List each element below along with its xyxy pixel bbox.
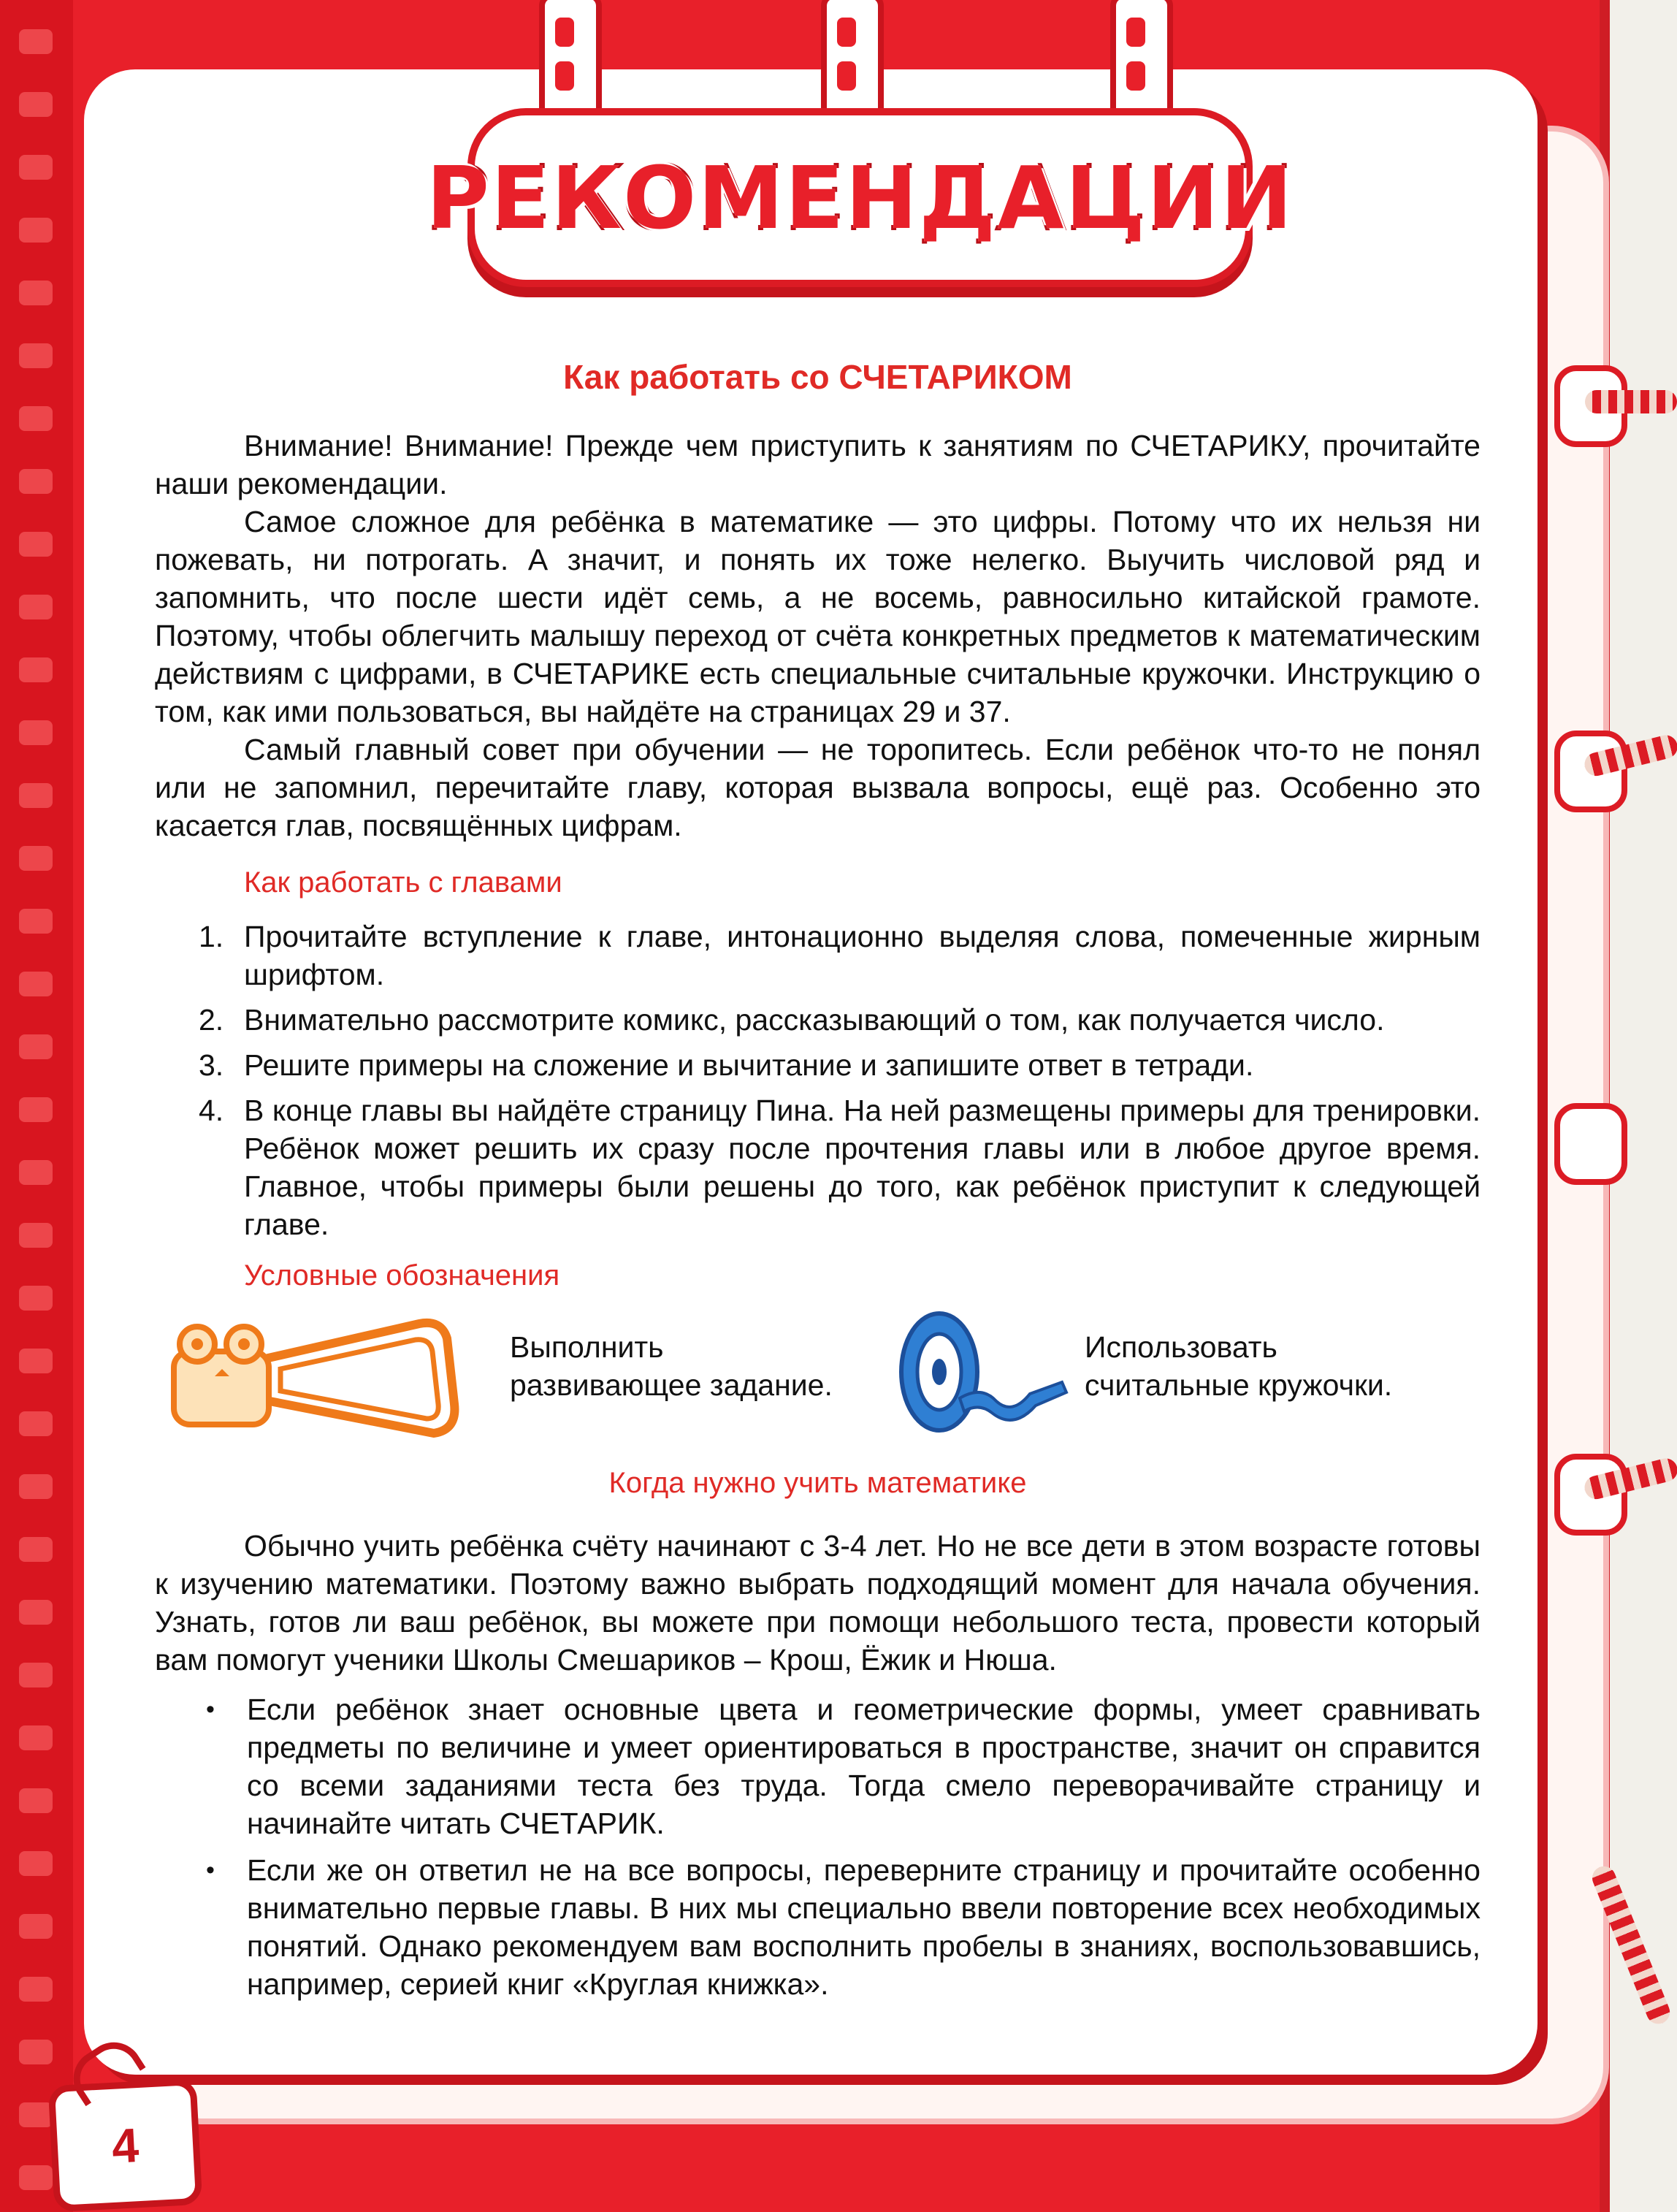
film-hole	[19, 783, 53, 808]
legend	[155, 1303, 1481, 1449]
film-hole	[19, 1788, 53, 1813]
film-hole	[19, 1034, 53, 1059]
step-text: Внимательно рассмотрите комикс, рассказывающий о том, как получается число.	[244, 1003, 1385, 1037]
film-hole	[19, 1851, 53, 1876]
legend-heading: Условные обозначения	[244, 1259, 560, 1292]
film-hole	[19, 1349, 53, 1373]
page-number-tab	[48, 2078, 203, 2212]
film-hole	[19, 155, 53, 180]
page-number: 4	[110, 2117, 140, 2173]
film-hole	[19, 2040, 53, 2064]
film-hole	[19, 1663, 53, 1687]
side-tab-bar-1	[1585, 390, 1677, 413]
side-tab-3	[1554, 1103, 1627, 1185]
film-hole	[19, 406, 53, 431]
film-hole	[19, 532, 53, 557]
bullet-text: Если же он ответил не на все вопросы, переверните страницу и прочитайте особенно внимательно первые главы. В них мы специально ввели повторение всех необходимых понятий. Однако рекомендуем вам восполнить пробелы в знаниях, воспользовавшись, например, серией книг «Круглая книжка».	[247, 1853, 1481, 2001]
steps-list	[155, 918, 1481, 1243]
list-item	[199, 918, 1481, 994]
title-plate	[426, 108, 1294, 287]
step-text: Решите примеры на сложение и вычитание и запишите ответ в тетради.	[244, 1048, 1254, 1082]
step-number: 1.	[199, 920, 224, 953]
binder-ring-right	[1110, 0, 1173, 121]
film-hole	[19, 1286, 53, 1311]
film-hole	[19, 1725, 53, 1750]
film-hole	[19, 2102, 53, 2127]
main-content	[155, 358, 1481, 2012]
when-heading: Когда нужно учить математике	[608, 1467, 1027, 1499]
film-hole	[19, 281, 53, 305]
film-hole	[19, 1474, 53, 1499]
conditions-list	[155, 1690, 1481, 2003]
film-hole	[19, 1600, 53, 1625]
film-hole	[19, 1097, 53, 1122]
left-film-strip	[0, 0, 73, 2212]
film-hole	[19, 1914, 53, 1939]
main-heading: Как работать со СЧЕТАРИКОМ	[563, 358, 1072, 396]
when-paragraph: Обычно учить ребёнка счёту начинают с 3-4 лет. Но не все дети в этом возрасте готовы к изучению математики. Поэтому важно выбрать подходящий момент для начала обучения. Узнать, готов ли ваш ребёнок, вы можете при помощи небольшого теста, провести который вам помогут ученики Школы Смешариков – Крош, Ёжик и Нюша.	[155, 1529, 1481, 1677]
legend-item-1-line-2: развивающее задание.	[510, 1368, 833, 1402]
film-hole	[19, 909, 53, 934]
list-item	[199, 1001, 1481, 1039]
page-title: РЕКОМЕНДАЦИИ	[426, 147, 1294, 248]
legend-item-2-line-1: Использовать	[1085, 1330, 1277, 1364]
film-hole	[19, 1160, 53, 1185]
film-hole	[19, 846, 53, 871]
step-number: 3.	[199, 1048, 224, 1082]
film-hole	[19, 92, 53, 117]
film-hole	[19, 29, 53, 54]
legend-item-1-line-1: Выполнить	[510, 1330, 664, 1364]
intro-paragraph-1: Внимание! Внимание! Прежде чем приступить к занятиям по СЧЕТАРИКУ, прочитайте наши рекомендации.	[155, 429, 1481, 500]
step-text: Прочитайте вступление к главе, интонационно выделяя слова, помеченные жирным шрифтом.	[244, 920, 1481, 991]
film-hole	[19, 1537, 53, 1562]
film-reel-icon	[894, 1306, 1069, 1438]
film-hole	[19, 720, 53, 745]
film-hole	[19, 469, 53, 494]
film-hole	[19, 343, 53, 368]
binder-ring-left	[539, 0, 602, 121]
film-hole	[19, 657, 53, 682]
film-hole	[19, 595, 53, 619]
step-text: В конце главы вы найдёте страницу Пина. На ней размещены примеры для тренировки. Ребёнок может решить их сразу после прочтения главы или в любое другое время. Главное, чтобы примеры были решены до того, как ребёнок приступит к следующей главе.	[244, 1094, 1481, 1241]
step-number: 4.	[199, 1094, 224, 1127]
step-number: 2.	[199, 1003, 224, 1037]
chapters-heading: Как работать с главами	[244, 866, 562, 899]
film-hole	[19, 2165, 53, 2190]
bullet-symbol: •	[206, 1856, 215, 1884]
list-item	[199, 1091, 1481, 1243]
film-hole	[19, 218, 53, 243]
list-item	[206, 1690, 1481, 1842]
bullet-text: Если ребёнок знает основные цвета и геометрические формы, умеет сравнивать предметы по величине и умеет ориентироваться в пространстве, значит он справится со всеми заданиями теста без труда. Тогда смело переворачивайте страницу и начинайте читать СЧЕТАРИК.	[247, 1693, 1481, 1840]
film-hole	[19, 1411, 53, 1436]
legend-item-2-line-2: считальные кружочки.	[1085, 1368, 1393, 1402]
film-hole	[19, 1223, 53, 1248]
bullet-symbol: •	[206, 1696, 215, 1723]
intro-paragraph-2: Самое сложное для ребёнка в математике — это цифры. Потому что их нельзя ни пожевать, ни потрогать. А значит, и понять их тоже нелегко. Выучить числовой ряд и запомнить, что после шести идёт семь, а не восемь, равносильно китайской грамоте. Поэтому, чтобы облегчить малышу переход от счёта конкретных предметов к математическим действиям с цифрами, в СЧЕТАРИКЕ есть специальные считальные кружочки. Инструкцию о том, как ими пользоваться, вы найдёте на страницах 29 и 37.	[155, 505, 1481, 728]
list-item	[206, 1851, 1481, 2003]
film-projector-icon	[164, 1309, 514, 1448]
list-item	[199, 1046, 1481, 1084]
film-hole	[19, 972, 53, 996]
intro-paragraph-3: Самый главный совет при обучении — не торопитесь. Если ребёнок что-то не понял или не запомнил, перечитайте главу, которая вызвала вопросы, ещё раз. Особенно это касается глав, посвящённых цифрам.	[155, 733, 1481, 842]
film-hole	[19, 1977, 53, 2002]
